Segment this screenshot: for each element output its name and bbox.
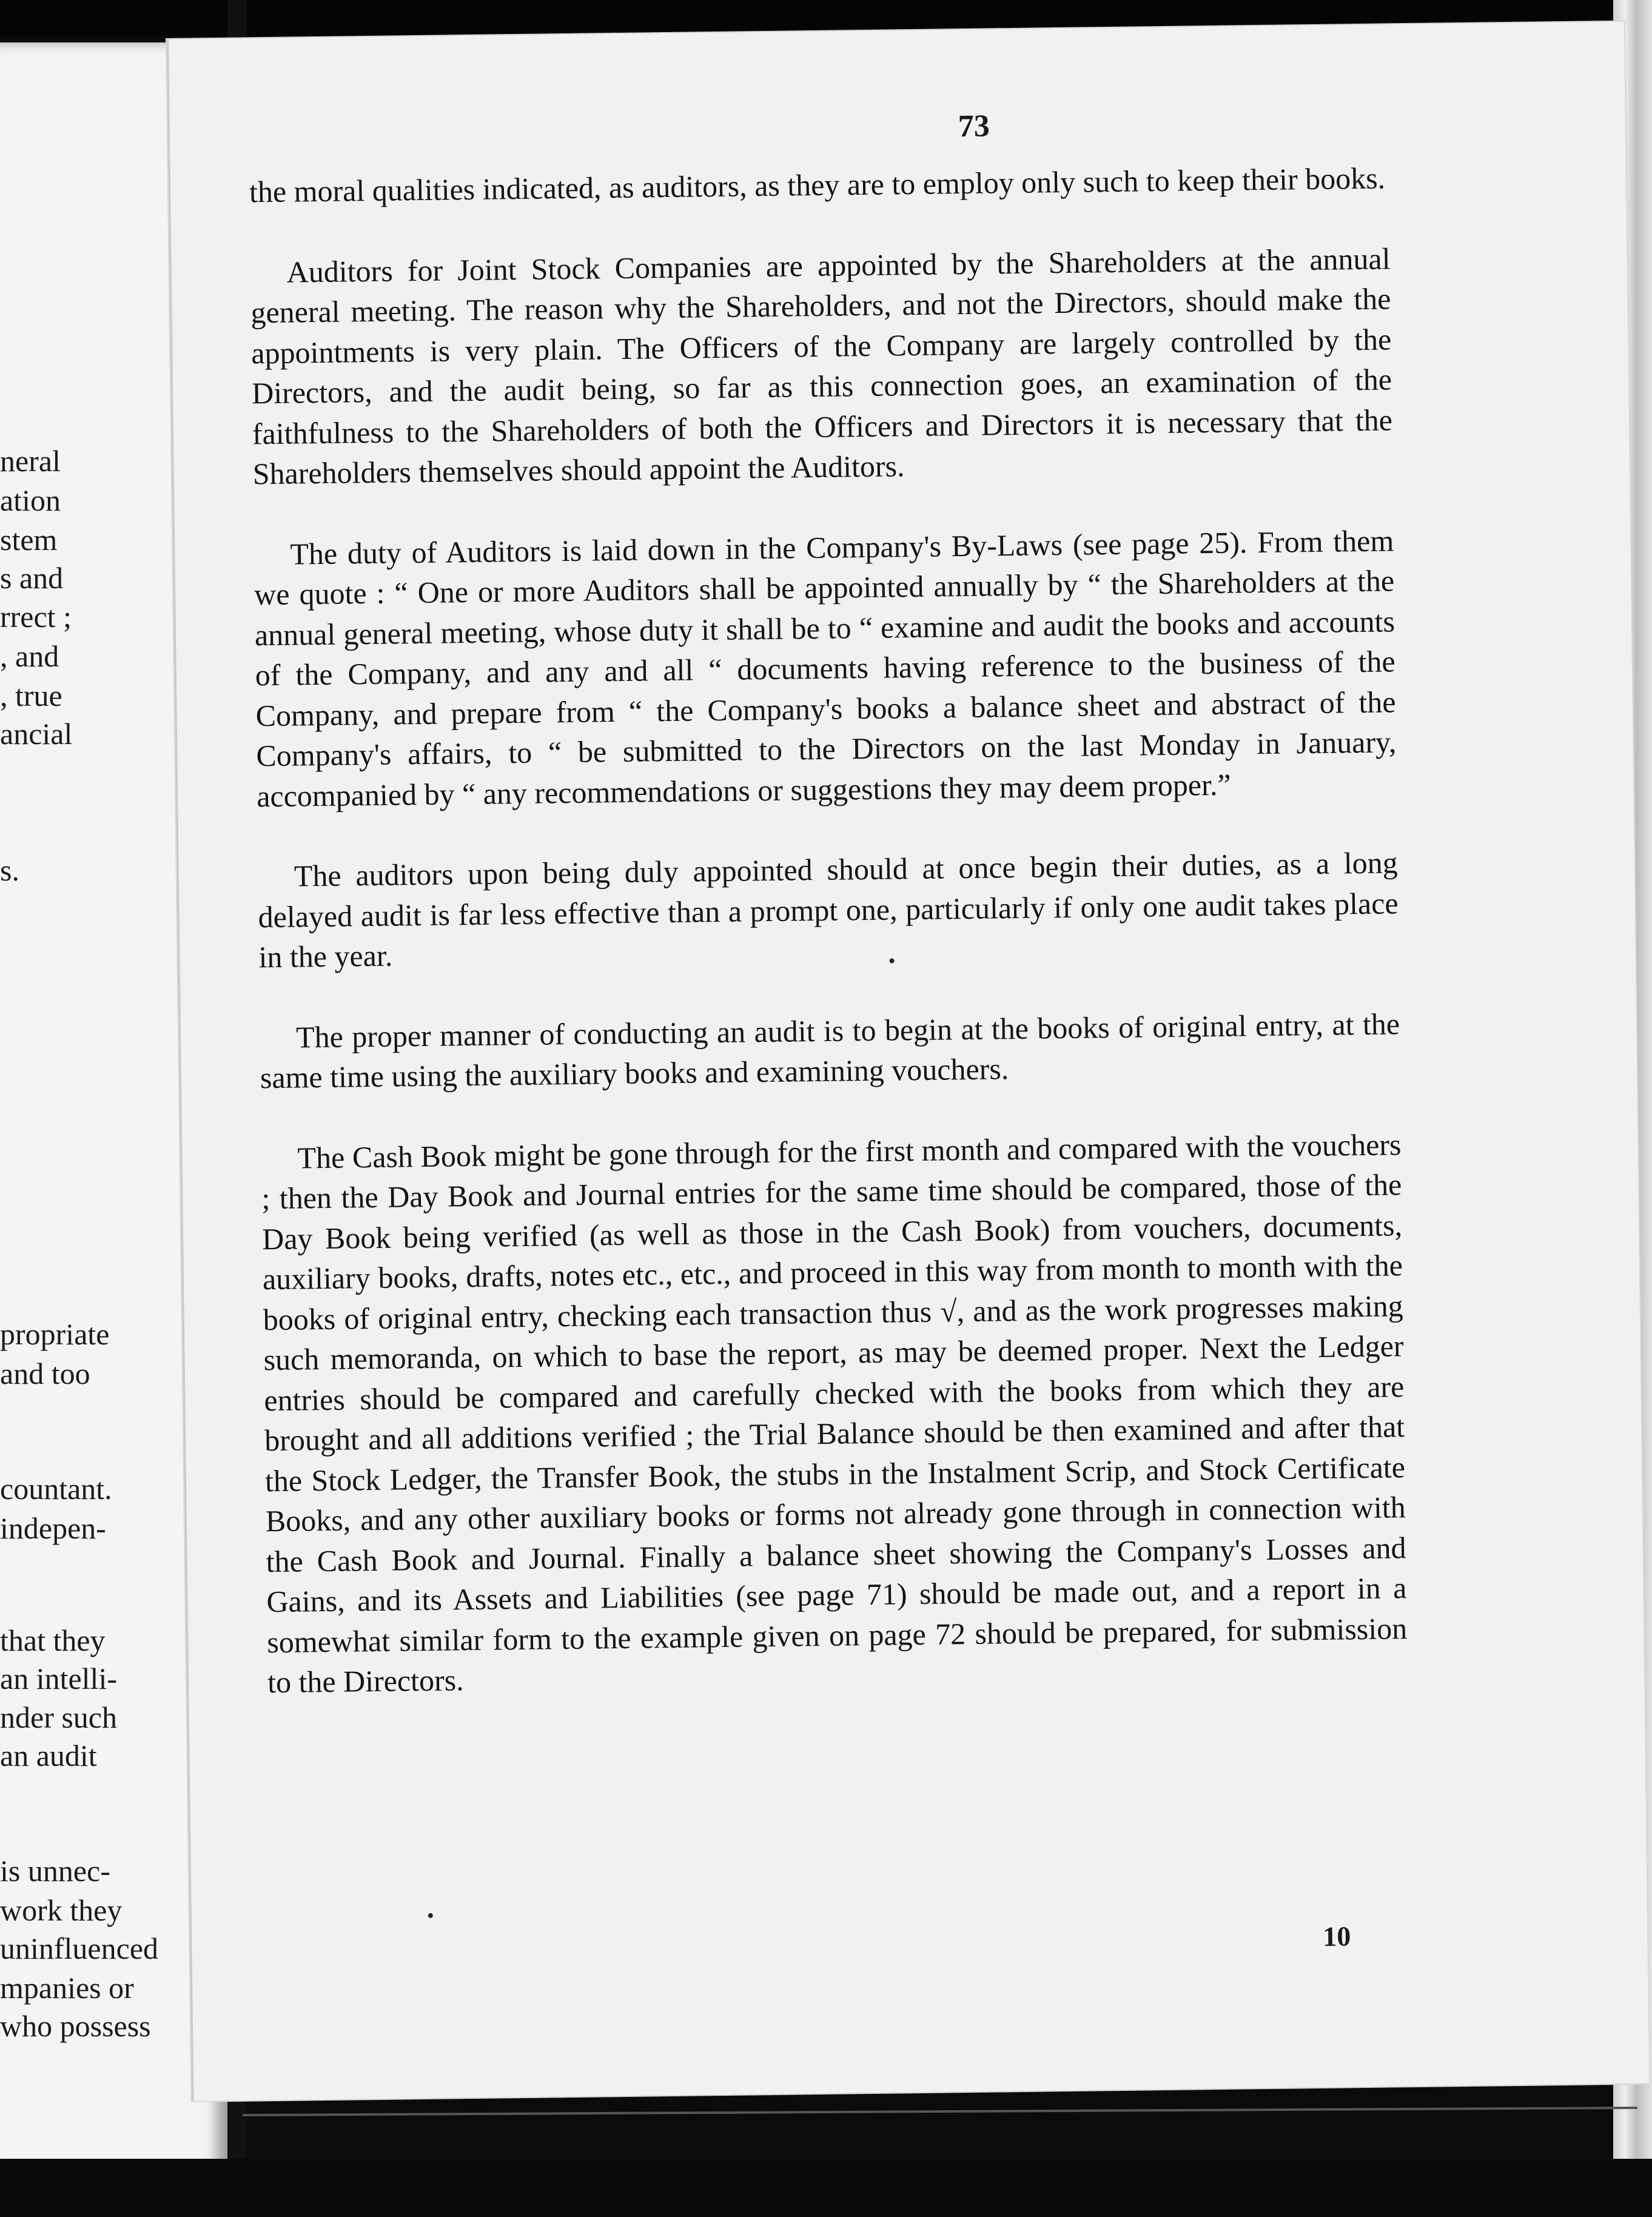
left-page-fragment: who possess — [0, 2009, 151, 2043]
left-page-fragment: countant. — [0, 1472, 112, 1506]
paragraph: The Cash Book might be gone through for the first month and compared with the vouchers ; then the Day Book and Journal entries for the same time should be compared, those of the Day Book being verified (as well as those in the Cash Book) from vouchers, documents, auxiliary books, drafts, notes etc., etc., and proceed in this way from month to month with the books of original entry, checking each transaction thus √, and as the work progresses making such memoranda, on which to base the report, as may be deemed proper. Next the Ledger entries should be compared and carefully checked with the books from which they are brought and all additions verified ; the Trial Balance should be then examined and after that the Stock Ledger, the Transfer Book, the stubs in the Instalment Scrip, and Stock Certificate Books, and any other auxiliary books or forms not already gone through in connection with the Cash Book and Journal. Finally a balance sheet showing the Company's Losses and Gains, and its Assets and Liabilities (see page 71) should be made out, and a report in a somewhat similar form to the example given on page 72 should be prepared, for submission to the Directors. — [261, 1127, 1408, 1700]
paragraph: The proper manner of conducting an audit is to begin at the books of original entry, at the same time using the auxiliary books and examining vouchers. — [260, 1006, 1400, 1095]
page-number: 73 — [958, 109, 990, 144]
left-page-fragment: , true — [0, 679, 62, 713]
left-page-fragment: indepen- — [0, 1511, 106, 1545]
scan-bottom-border — [0, 2159, 1652, 2217]
paragraph: Auditors for Joint Stock Companies are appointed by the Shareholders at the annual general meeting. The reason why the Shareholders, and not the Directors, should make the appointments is very plain. The Officers of the Company are largely controlled by the Directors, and the audit being, so far as this connection goes, an examination of the faithfulness to the Shareholders of both the Officers and Directors it is necessary that the Shareholders themselves should appoint the Auditors. — [250, 241, 1393, 491]
signature-mark: 10 — [1323, 1920, 1351, 1952]
left-page-fragment: that they — [0, 1623, 106, 1657]
left-page-fragment: an audit — [0, 1739, 97, 1773]
left-page-fragment: , and — [0, 639, 59, 673]
left-page-fragment: is unnec- — [0, 1854, 110, 1888]
page-bottom-edge — [243, 2107, 1637, 2116]
paragraph: The duty of Auditors is laid down in the Company's By-Laws (see page 25). From them we quote : “ One or more Auditors shall be appointed annually by “ the Shareholders at the annual general meeting, whose duty it shall be to “ examine and audit the books and accounts of the Company, and any and all “ documents having reference to the business of the Company, and prepare from “ the Company's books a balance sheet and abstract of the Company's affairs, to “ be submitted to the Directors on the last Monday in January, accompanied by “ any recommendations or suggestions they may deem proper.” — [254, 523, 1397, 813]
right-page — [167, 22, 1649, 2101]
left-page-fragment: s. — [0, 853, 19, 887]
left-page-fragment: rrect ; — [0, 600, 72, 634]
left-page-fragment: s and — [0, 561, 64, 595]
ink-speck — [890, 958, 895, 963]
left-page-fragment: ancial — [0, 717, 73, 751]
left-page-fragment: neral — [0, 444, 61, 478]
left-page-fragment: propriate — [0, 1317, 110, 1351]
page-body — [249, 158, 1409, 1742]
left-page-fragment: and too — [0, 1357, 90, 1390]
paragraph: The auditors upon being duly appointed should at once begin their duties, as a long delayed audit is far less effective than a prompt one, particularly if only one audit takes place in the year. — [258, 845, 1398, 974]
left-page-fragment: uninfluenced — [0, 1931, 159, 1965]
left-page-fragment: ation — [0, 483, 61, 517]
left-page-fragment: mpanies or — [0, 1971, 134, 2005]
left-page-fragment: work they — [0, 1893, 123, 1927]
paragraph: the moral qualities indicated, as auditors, as they are to employ only such to keep their books. — [249, 161, 1386, 209]
left-page-fragment: an intelli- — [0, 1662, 117, 1695]
ink-speck — [428, 1913, 433, 1918]
left-page-fragment: nder such — [0, 1700, 117, 1734]
left-page-fragment: stem — [0, 523, 58, 557]
